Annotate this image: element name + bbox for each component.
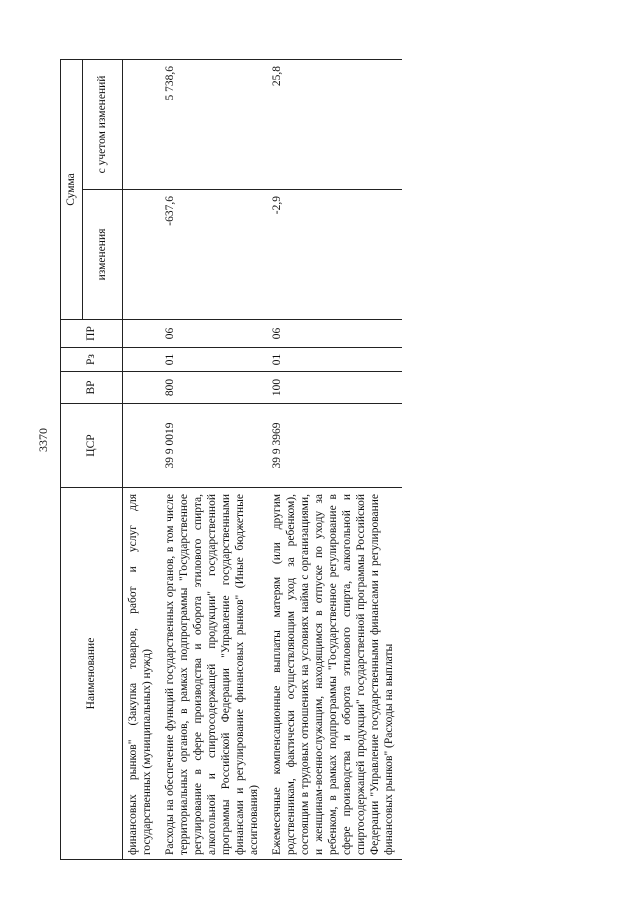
header-with-change: с учетом изменений <box>83 59 123 189</box>
table-row <box>123 59 161 859</box>
table-header <box>61 59 123 859</box>
row-csr <box>123 404 161 488</box>
row-name: Расходы на обеспечение функций государственных органов, в том числе территориальных органов, в рамках подпрограммы "Государственное регулирование в сфере производства и оборота этилового спирта, алкогольной и спиртосодержащей продукции" государственной программы Российской Федерации "Управление государственными финансами и регулирование финансовых рынков" (Иные бюджетные ассигнования) <box>160 488 267 860</box>
table-row <box>160 59 267 859</box>
header-name: Наименование <box>61 488 123 860</box>
row-change: -2,9 <box>267 190 402 320</box>
row-vr: 100 <box>267 372 402 404</box>
row-rz <box>123 348 161 372</box>
header-rz: Рз <box>61 348 123 372</box>
row-pr: 06 <box>267 320 402 348</box>
page-number: 3370 <box>36 428 50 452</box>
header-change: изменения <box>83 190 123 320</box>
rotated-page-content <box>60 60 620 860</box>
row-rz: 01 <box>267 348 402 372</box>
row-with-change: 5 738,6 <box>160 59 267 189</box>
budget-table <box>60 59 402 860</box>
header-sum: Сумма <box>61 59 83 319</box>
row-csr: 39 9 3969 <box>267 404 402 488</box>
row-change: -637,6 <box>160 190 267 320</box>
row-with-change <box>123 59 161 189</box>
row-vr: 800 <box>160 372 267 404</box>
header-csr: ЦСР <box>61 404 123 488</box>
row-csr: 39 9 0019 <box>160 404 267 488</box>
header-vr: ВР <box>61 372 123 404</box>
row-name: Ежемесячные компенсационные выплаты матерям (или другим родственникам, фактически осуществляющим уход за ребенком), состоящим в трудовых отношениях на условиях найма с организациями, и женщинам-военнослужащим, находящимся в отпуске по уходу за ребенком, в рамках подпрограммы "Государственное регулирование в сфере производства и оборота этилового спирта, алкогольной и спиртосодержащей продукции" государственной программы Российской Федерации "Управление государственными финансами и регулирование финансовых рынков" (Расходы на выплаты <box>267 488 402 860</box>
header-pr: ПР <box>61 320 123 348</box>
row-vr <box>123 372 161 404</box>
table-row <box>267 59 402 859</box>
row-change <box>123 190 161 320</box>
row-rz: 01 <box>160 348 267 372</box>
row-name: финансовых рынков" (Закупка товаров, работ и услуг для государственных (муниципальных) нужд) <box>123 488 161 860</box>
row-pr: 06 <box>160 320 267 348</box>
row-with-change: 25,8 <box>267 59 402 189</box>
row-pr <box>123 320 161 348</box>
